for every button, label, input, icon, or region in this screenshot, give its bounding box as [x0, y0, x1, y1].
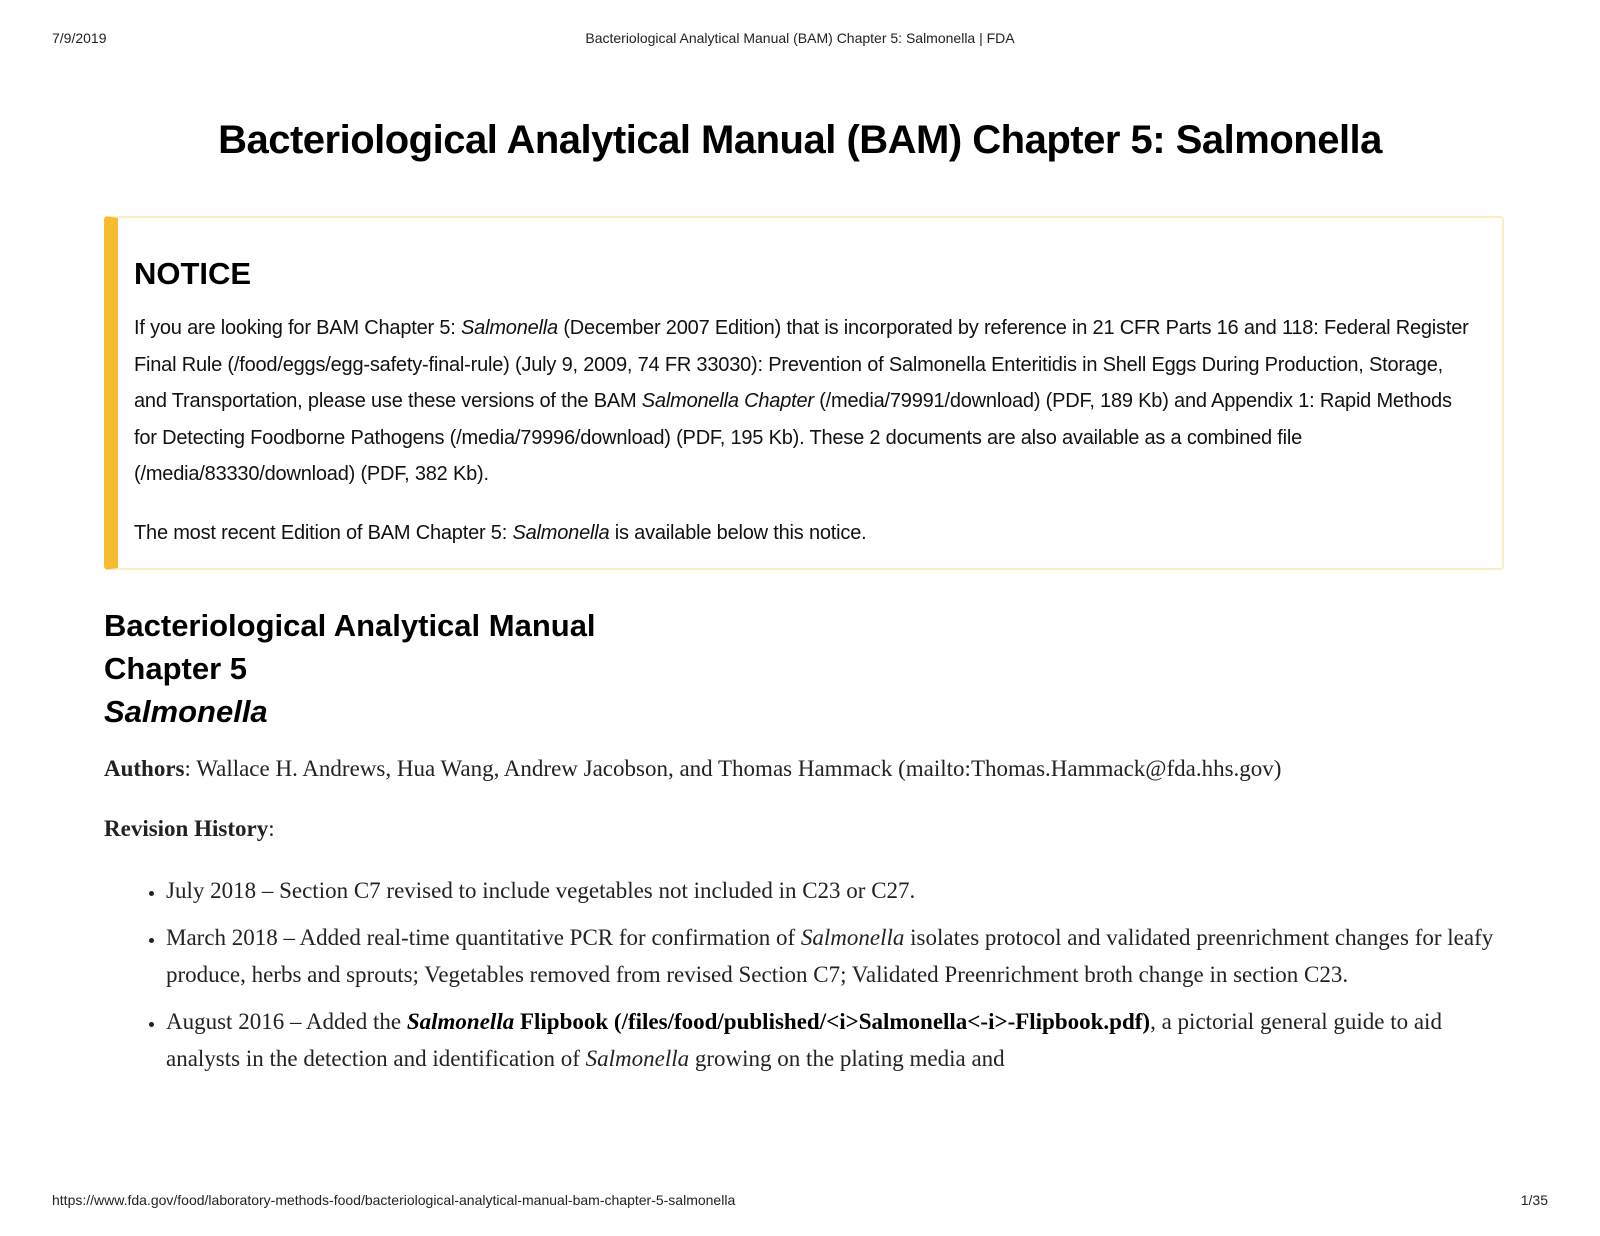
chapter-heading-line3: Salmonella [104, 694, 268, 729]
revision-item-italic: Salmonella [800, 925, 905, 950]
notice-text: If you are looking for BAM Chapter 5: [134, 317, 462, 339]
print-date: 7/9/2019 [52, 30, 107, 46]
revision-item [166, 919, 1506, 993]
revision-item-text: July 2018 – Section C7 revised to include vegetables not included in C23 or C27. [166, 878, 916, 903]
notice-recent-edition [134, 515, 1472, 552]
flipbook-link[interactable] [407, 1009, 1150, 1034]
revision-list [130, 872, 1506, 1087]
print-header [52, 30, 1548, 50]
chapter-heading-line2: Chapter 5 [104, 651, 247, 686]
revision-item [166, 872, 1506, 909]
authors-list[interactable]: : Wallace H. Andrews, Hua Wang, Andrew Jacobson, and Thomas Hammack (mailto:Thomas.Hammack@fda.hhs.gov) [184, 756, 1282, 781]
revision-item-text: growing on the plating media and [689, 1046, 1005, 1071]
authors [104, 756, 1281, 782]
notice-recent-text: The most recent Edition of BAM Chapter 5: [134, 521, 513, 544]
notice-heading: NOTICE [134, 256, 252, 291]
flipbook-link-italic[interactable]: Salmonella [406, 1009, 515, 1034]
flipbook-link-text[interactable]: Flipbook (/files/food/published/<i>Salmonella<-i>-Flipbook.pdf) [514, 1009, 1151, 1034]
revision-item-text: , a pictorial general guide to aid analysts in the detection and identification of [166, 1009, 1442, 1071]
print-document-title: Bacteriological Analytical Manual (BAM) Chapter 5: Salmonella | FDA [585, 30, 1015, 46]
notice-paragraph [134, 310, 1472, 493]
chapter-heading-line1: Bacteriological Analytical Manual [104, 608, 596, 643]
page-number: 1/35 [1520, 1192, 1548, 1208]
revision-item [166, 1003, 1506, 1077]
notice-recent-italic: Salmonella [512, 521, 610, 544]
print-url[interactable]: https://www.fda.gov/food/laboratory-methods-food/bacteriological-analytical-manual-bam-chapter-5-salmonella [52, 1192, 736, 1208]
revision-history-colon: : [268, 816, 275, 841]
revision-item-italic: Salmonella [585, 1046, 690, 1071]
revision-history-title [104, 816, 275, 842]
authors-label: Authors [104, 756, 185, 781]
revision-item-text: March 2018 – Added real-time quantitative PCR for confirmation of [166, 925, 801, 950]
page-title: Bacteriological Analytical Manual (BAM) Chapter 5: Salmonella [218, 118, 1382, 162]
revision-item-text: August 2016 – Added the [166, 1009, 407, 1034]
notice-text-with-links[interactable]: (December 2007 Edition) that is incorporated by reference in 21 CFR Parts 16 and 118: Federal Register Final Rule (/food/eggs/egg-safety-final-rule) (July 9, 2009, 74 FR 33030): Prevention of Salmonella Enteritidis in Shell Eggs During Production, Storage, and Transportation, please use these versions of the BAM [134, 317, 1469, 412]
notice-italic-salmonella: Salmonella [461, 317, 558, 339]
notice-recent-text-end: is available below this notice. [609, 521, 867, 544]
revision-history-label: Revision History [104, 816, 269, 841]
revision-item-text: isolates protocol and validated preenrichment changes for leafy produce, herbs and sprouts; Vegetables removed from revised Section C7; Validated Preenrichment broth change in section C23. [166, 925, 1494, 987]
notice-box [104, 216, 1504, 570]
chapter-heading [104, 604, 596, 733]
print-footer [52, 1192, 1548, 1212]
notice-download-links[interactable]: (/media/79991/download) (PDF, 189 Kb) and Appendix 1: Rapid Methods for Detecting Foodborne Pathogens (/media/79996/download) (PDF, 195 Kb). These 2 documents are also available as a combined file (/media/83330/download) (PDF, 382 Kb). [134, 390, 1452, 485]
salmonella-chapter-link[interactable]: Salmonella Chapter [641, 390, 814, 412]
